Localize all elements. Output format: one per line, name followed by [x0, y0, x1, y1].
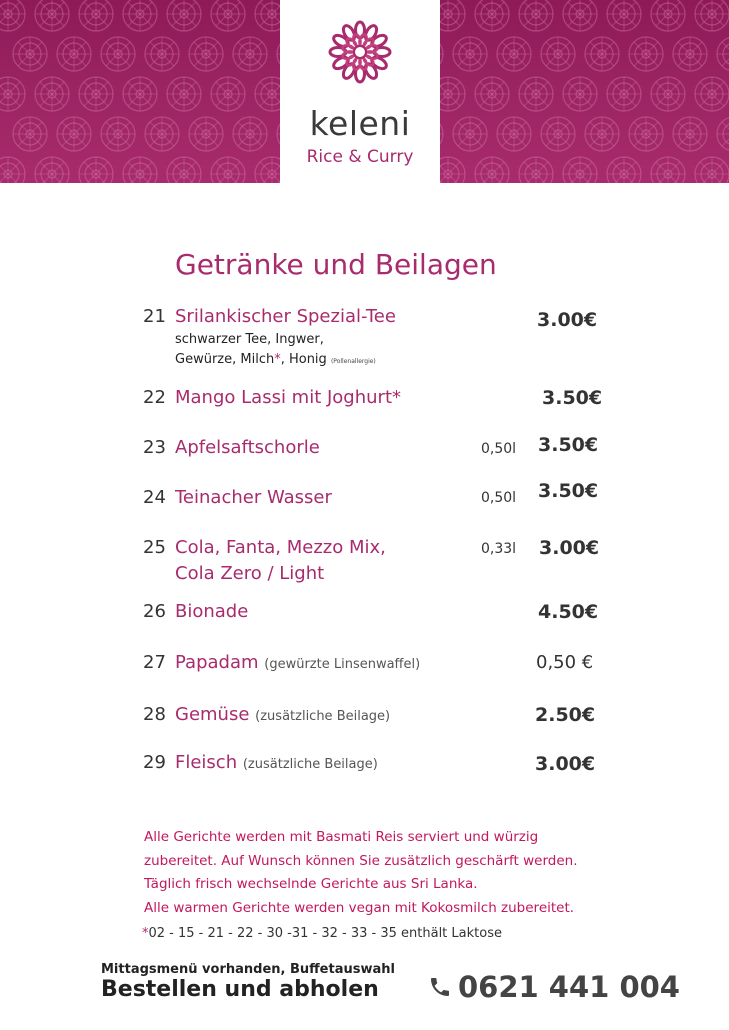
- allergen-star: *: [142, 926, 149, 941]
- item-name: Mango Lassi mit Joghurt*: [175, 387, 402, 408]
- item-price: 3.00€: [535, 753, 596, 775]
- item-volume: 0,50l: [481, 441, 517, 457]
- item-number: 24: [143, 487, 166, 508]
- item-number: 28: [143, 704, 166, 725]
- info-line: Alle warmen Gerichte werden vegan mit Kokosmilch zubereitet.: [144, 899, 575, 916]
- brand-name: keleni: [309, 104, 411, 143]
- item-price: 3.50€: [538, 480, 599, 502]
- logo-panel: [280, 0, 440, 183]
- item-number: 22: [143, 387, 166, 408]
- lactose-note: *02 - 15 - 21 - 22 - 30 -31 - 32 - 33 - 35 enthält Laktose: [142, 926, 502, 941]
- header-banner: [0, 0, 729, 183]
- item-name: Fleisch (zusätzliche Beilage): [175, 752, 378, 773]
- allergen-star: *: [392, 387, 402, 408]
- item-price: 3.50€: [542, 387, 603, 409]
- mandala-icon: [322, 12, 398, 92]
- item-description-line2: Gewürze, Milch*, Honig (Pollenallergie): [175, 352, 376, 367]
- item-name: Bionade: [175, 601, 249, 622]
- item-price: 3.00€: [539, 537, 600, 559]
- item-name: Cola, Fanta, Mezzo Mix,: [175, 537, 386, 558]
- info-line: Alle Gerichte werden mit Basmati Reis serviert und würzig: [144, 829, 539, 845]
- item-number: 21: [143, 306, 166, 327]
- item-price: 3.50€: [538, 434, 599, 456]
- item-note: (gewürzte Linsenwaffel): [264, 657, 421, 672]
- item-price: 4.50€: [538, 601, 599, 623]
- item-price: 2.50€: [535, 704, 596, 726]
- brand-tagline: Rice & Curry: [306, 147, 414, 167]
- item-name: Srilankischer Spezial-Tee: [175, 306, 396, 327]
- item-number: 25: [143, 537, 166, 558]
- item-name: Gemüse (zusätzliche Beilage): [175, 704, 391, 725]
- phone-icon: [428, 974, 452, 1000]
- info-text: [144, 826, 664, 920]
- item-name-line2: Cola Zero / Light: [175, 563, 325, 584]
- item-price: 3.00€: [537, 309, 598, 331]
- info-line: zubereitet. Auf Wunsch können Sie zusätzlich geschärft werden.: [144, 852, 578, 869]
- item-note: (zusätzliche Beilage): [242, 757, 378, 772]
- item-name: Papadam (gewürzte Linsenwaffel): [175, 652, 421, 673]
- info-line: Täglich frisch wechselnde Gerichte aus Sri Lanka.: [144, 876, 478, 892]
- lunch-note: Mittagsmenü vorhanden, Buffetauswahl: [101, 962, 395, 977]
- item-description: schwarzer Tee, Ingwer,: [175, 332, 324, 347]
- item-name: Apfelsaftschorle: [175, 437, 320, 458]
- item-volume: 0,33l: [481, 541, 517, 557]
- section-title: Getränke und Beilagen: [175, 248, 497, 281]
- allergen-star: *: [274, 352, 281, 367]
- allergen-note: (Pollenallergie): [330, 358, 376, 365]
- order-note: Bestellen und abholen: [101, 977, 379, 1002]
- item-name: Teinacher Wasser: [175, 487, 332, 508]
- item-number: 29: [143, 752, 166, 773]
- item-note: (zusätzliche Beilage): [255, 709, 391, 724]
- item-volume: 0,50l: [481, 490, 517, 506]
- item-number: 27: [143, 652, 166, 673]
- phone-number-link[interactable]: 0621 441 004: [428, 970, 680, 1004]
- item-number: 23: [143, 437, 166, 458]
- item-price: 0,50 €: [536, 652, 594, 673]
- item-number: 26: [143, 601, 166, 622]
